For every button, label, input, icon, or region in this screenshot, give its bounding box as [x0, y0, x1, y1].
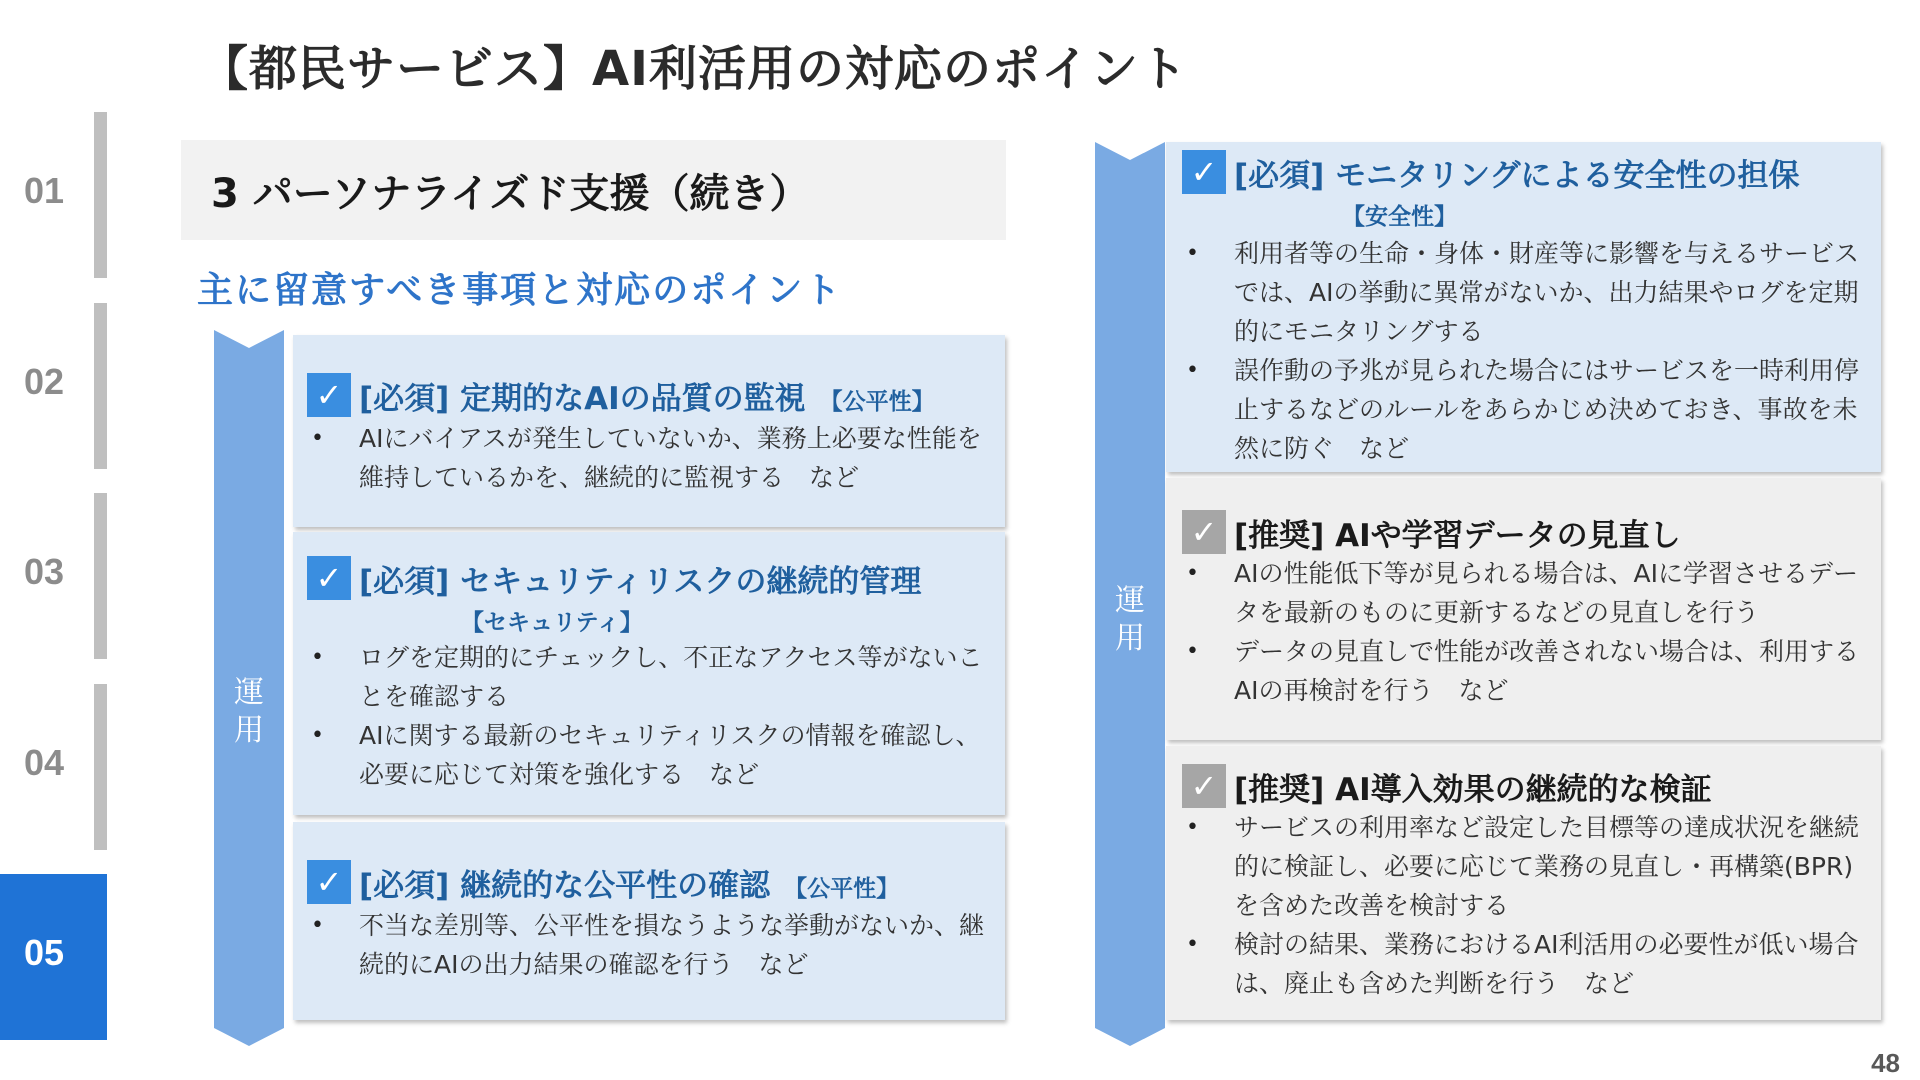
- step-bar: [94, 493, 107, 659]
- point-card-effect-verification: [1166, 746, 1881, 1020]
- step-nav-02[interactable]: [0, 303, 107, 469]
- step-number: 04: [24, 742, 65, 783]
- checkmark-icon: ✓: [1182, 510, 1226, 554]
- card-title: [359, 860, 899, 905]
- point-card-security-risk: [293, 532, 1005, 815]
- bullet-list: [303, 419, 993, 497]
- page-number: 48: [1871, 1048, 1900, 1078]
- card-tag: 【公平性】: [819, 389, 935, 415]
- bullet-list: [303, 906, 993, 984]
- step-number: 01: [24, 170, 65, 211]
- checkmark-icon: ✓: [1182, 150, 1226, 194]
- checkmark-icon: ✓: [307, 556, 351, 600]
- phase-label: 運 用: [1115, 583, 1145, 656]
- point-card-quality-monitoring: [293, 335, 1005, 527]
- card-title: [推奨] AI導入効果の継続的な検証: [1234, 772, 1712, 808]
- card-tag: 【安全性】: [1342, 204, 1457, 230]
- page-title: 【都民サービス】AI利活用の対応のポイント: [200, 41, 1189, 97]
- card-title-text: [必須] 定期的なAIの品質の監視: [359, 381, 806, 417]
- step-nav-04[interactable]: [0, 684, 107, 850]
- phase-ribbon-left: [214, 330, 284, 1046]
- step-number: 03: [24, 551, 65, 592]
- card-title: [必須] セキュリティリスクの継続的管理: [359, 564, 922, 600]
- step-nav-01[interactable]: [0, 112, 107, 278]
- bullet-item: • 利用者等の生命・身体・財産等に影響を与えるサービスでは、AIの挙動に異常がないか、出力結果やログを定期的にモニタリングする: [1178, 234, 1868, 351]
- bullet-item: • サービスの利用率など設定した目標等の達成状況を継続的に検証し、必要に応じて業務の見直し・再構築(BPR)を含めた改善を検討する: [1178, 808, 1868, 925]
- card-tag: 【セキュリティ】: [461, 610, 643, 636]
- bullet-item: • 誤作動の予兆が見られた場合にはサービスを一時利用停止するなどのルールをあらかじめ決めておき、事故を未然に防ぐ など: [1178, 351, 1868, 468]
- checkmark-icon: ✓: [307, 373, 351, 417]
- point-card-fairness-check: [293, 822, 1005, 1020]
- card-title: [必須] モニタリングによる安全性の担保: [1234, 158, 1800, 194]
- phase-label: 運 用: [234, 675, 264, 748]
- section-heading-text: 3 パーソナライズド支援（続き）: [211, 171, 810, 217]
- subheading: 主に留意すべき事項と対応のポイント: [197, 270, 843, 311]
- step-bar: [94, 684, 107, 850]
- bullet-item: • AIにバイアスが発生していないか、業務上必要な性能を維持しているかを、継続的に監視する など: [303, 419, 993, 497]
- step-nav-05[interactable]: [0, 874, 107, 1040]
- checkmark-icon: ✓: [1182, 764, 1226, 808]
- point-card-data-review: [1166, 478, 1881, 740]
- card-title: [推奨] AIや学習データの見直し: [1234, 518, 1681, 554]
- card-title: [359, 373, 935, 418]
- bullet-item: • 不当な差別等、公平性を損なうような挙動がないか、継続的にAIの出力結果の確認を行う など: [303, 906, 993, 984]
- bullet-item: • データの見直しで性能が改善されない場合は、利用するAIの再検討を行う など: [1178, 632, 1868, 710]
- bullet-item: • AIに関する最新のセキュリティリスクの情報を確認し、必要に応じて対策を強化する など: [303, 716, 993, 794]
- step-number: 05: [24, 932, 65, 973]
- bullet-item: • AIの性能低下等が見られる場合は、AIに学習させるデータを最新のものに更新するなどの見直しを行う: [1178, 554, 1868, 632]
- step-bar: [94, 112, 107, 278]
- step-nav-03[interactable]: [0, 493, 107, 659]
- bullet-list: [1178, 234, 1868, 468]
- phase-ribbon-right: [1095, 142, 1165, 1046]
- card-title-text: [必須] 継続的な公平性の確認: [359, 868, 771, 904]
- bullet-item: • ログを定期的にチェックし、不正なアクセス等がないことを確認する: [303, 638, 993, 716]
- point-card-safety-monitoring: [1166, 142, 1881, 472]
- bullet-list: [1178, 808, 1868, 1003]
- bullet-item: • 検討の結果、業務におけるAI利活用の必要性が低い場合は、廃止も含めた判断を行う など: [1178, 925, 1868, 1003]
- card-tag: 【公平性】: [784, 876, 900, 902]
- section-heading: [181, 140, 1006, 240]
- bullet-list: [1178, 554, 1868, 710]
- step-number: 02: [24, 361, 65, 402]
- step-bar: [94, 303, 107, 469]
- checkmark-icon: ✓: [307, 860, 351, 904]
- bullet-list: [303, 638, 993, 794]
